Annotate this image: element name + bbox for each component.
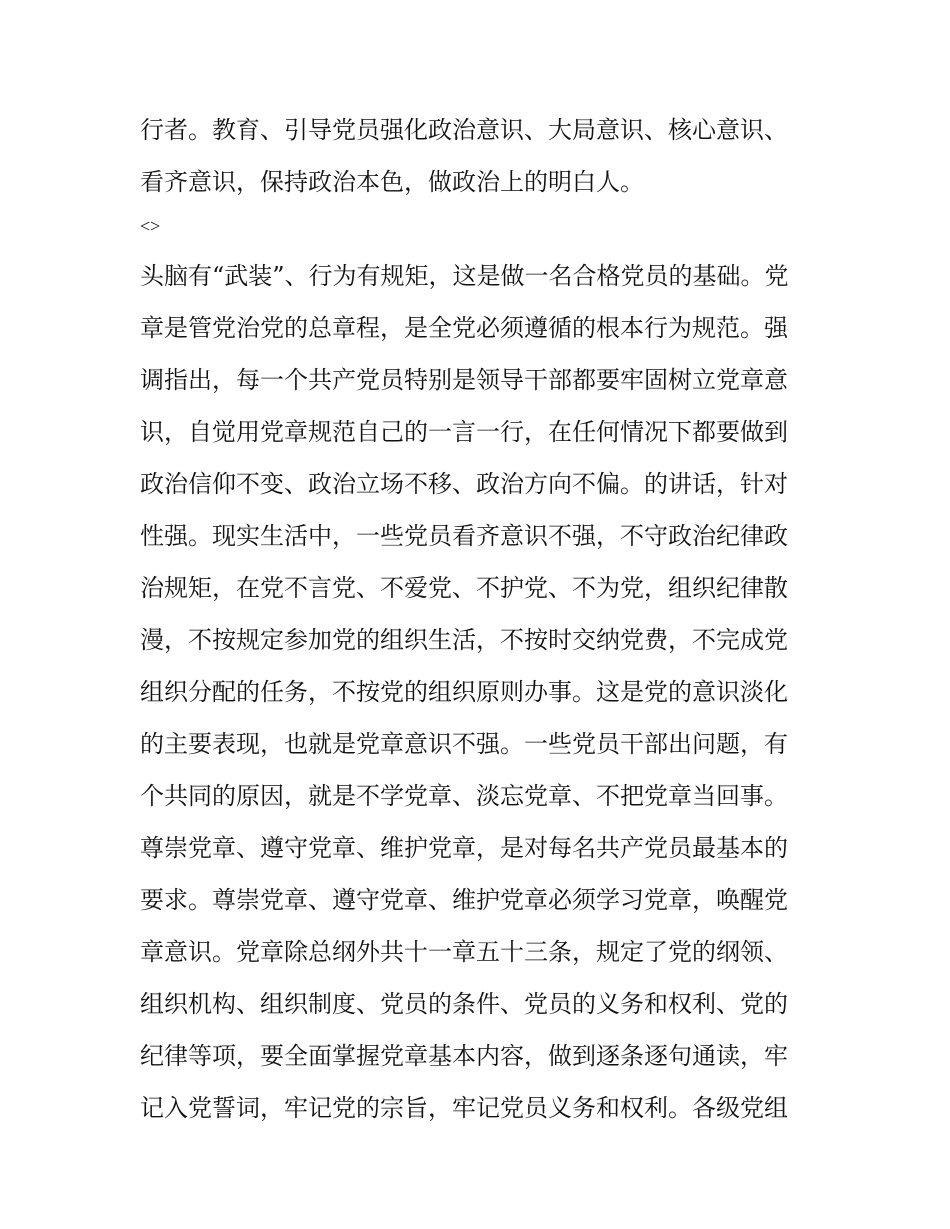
text-line: 行者。教育、引导党员强化政治意识、大局意识、核心意识、 — [140, 116, 788, 144]
text-line: 治规矩，在党不言党、不爱党、不护党、不为党，组织纪律散 — [140, 574, 788, 602]
text-line: 识，自觉用党章规范自己的一言一行，在任何情况下都要做到 — [140, 418, 788, 446]
text-line: 漫，不按规定参加党的组织生活，不按时交纳党费，不完成党 — [140, 626, 788, 654]
text-line: 看齐意识，保持政治本色，做政治上的明白人。 — [140, 168, 644, 196]
text-line: 个共同的原因，就是不学党章、淡忘党章、不把党章当回事。 — [140, 782, 788, 810]
text-line: 组织分配的任务，不按党的组织原则办事。这是党的意识淡化 — [140, 678, 788, 706]
text-line: 章意识。党章除总纲外共十一章五十三条，规定了党的纲领、 — [140, 938, 788, 966]
text-line: 纪律等项，要全面掌握党章基本内容，做到逐条逐句通读，牢 — [140, 1042, 788, 1070]
text-line: 组织机构、组织制度、党员的条件、党员的义务和权利、党的 — [140, 990, 788, 1018]
text-line: 尊崇党章、遵守党章、维护党章，是对每名共产党员最基本的 — [140, 834, 788, 862]
text-line: 政治信仰不变、政治立场不移、政治方向不偏。的讲话，针对 — [140, 470, 788, 498]
text-line: 记入党誓词，牢记党的宗旨，牢记党员义务和权利。各级党组 — [140, 1094, 788, 1122]
text-line: 的主要表现，也就是党章意识不强。一些党员干部出问题，有 — [140, 730, 788, 758]
text-line: 头脑有“武装”、行为有规矩，这是做一名合格党员的基础。党 — [140, 262, 789, 290]
text-line: 要求。尊崇党章、遵守党章、维护党章必须学习党章，唤醒党 — [140, 886, 788, 914]
text-line: 章是管党治党的总章程，是全党必须遵循的根本行为规范。强 — [140, 314, 788, 342]
text-line: 调指出，每一个共产党员特别是领导干部都要牢固树立党章意 — [140, 366, 788, 394]
text-line: 性强。现实生活中，一些党员看齐意识不强，不守政治纪律政 — [140, 522, 788, 550]
section-marker: <> — [140, 216, 161, 236]
